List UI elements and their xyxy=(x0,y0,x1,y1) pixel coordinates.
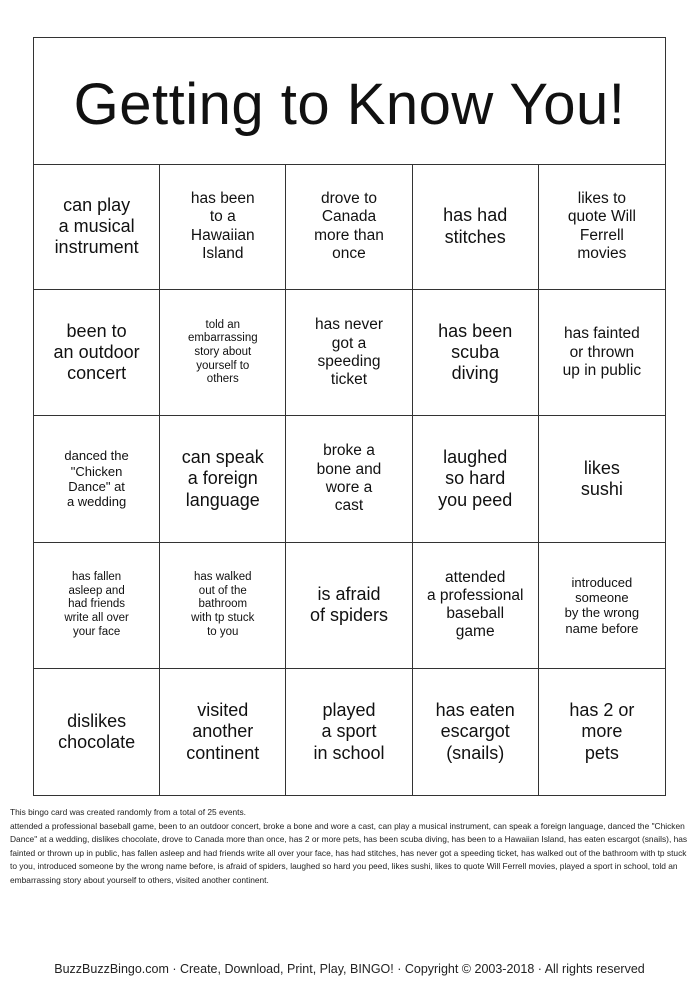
bingo-cell xyxy=(160,543,286,669)
bingo-cell-text: laughed so hard you peed xyxy=(438,447,513,510)
card-info xyxy=(10,806,694,887)
bingo-grid xyxy=(34,164,665,795)
bingo-cell xyxy=(160,164,286,290)
bingo-cell xyxy=(160,669,286,795)
bingo-cell xyxy=(286,543,412,669)
bingo-cell-text: attended a professional baseball game xyxy=(426,568,524,641)
bingo-cell xyxy=(34,416,160,542)
bingo-cell xyxy=(286,669,412,795)
bingo-cell xyxy=(539,669,665,795)
bingo-cell-text: has never got a speeding ticket xyxy=(314,316,384,389)
bingo-cell xyxy=(286,416,412,542)
bingo-cell-text: told an embarrassing story about yourself to others xyxy=(187,318,258,386)
info-events-list: attended a professional baseball game, been to an outdoor concert, broke a bone and wore a cast, can play a musical instrument, can speak a foreign language, danced the "Chicken Dance" at a wedding, dislikes chocolate, drove to Canada more than once, has 2 or more pets, has been scuba diving, has been to a Hawaiian Island, has eaten escargot (snails), has fainted or thrown up in public, has fallen asleep and had friends write all over your face, has had stitches, has never got a speeding ticket, has walked out of the bathroom with tp stuck to you, introduced someone by the wrong name before, is afraid of spiders, laughed so hard you peed, likes sushi, likes to quote Will Ferrell movies, played a sport in school, told an embarrassing story about yourself to others, visited another continent. xyxy=(10,820,688,885)
bingo-cell-text: has 2 or more pets xyxy=(569,700,635,763)
bingo-cell-text: been to an outdoor concert xyxy=(53,320,140,384)
bingo-cell-text: has had stitches xyxy=(443,205,508,247)
bingo-cell xyxy=(413,164,539,290)
bingo-cell-text: broke a bone and wore a cast xyxy=(316,442,382,515)
bingo-cell-text: has been scuba diving xyxy=(438,320,513,384)
bingo-cell xyxy=(286,164,412,290)
info-summary: This bingo card was created randomly from a total of 25 events. xyxy=(10,807,247,817)
footer-copyright: BuzzBuzzBingo.com · Create, Download, Print, Play, BINGO! · Copyright © 2003-2018 · All rights reserved xyxy=(54,962,645,976)
bingo-cell xyxy=(160,416,286,542)
bingo-cell-text: has fallen asleep and had friends write all over your face xyxy=(64,571,129,638)
bingo-cell-text: has been to a Hawaiian Island xyxy=(190,190,255,262)
bingo-cell-text: can speak a foreign language xyxy=(181,447,264,510)
bingo-cell xyxy=(539,416,665,542)
bingo-cell-text: dislikes chocolate xyxy=(58,710,136,752)
bingo-cell xyxy=(34,543,160,669)
bingo-cell-text: visited another continent xyxy=(186,700,260,763)
bingo-cell-text: can play a musical instrument xyxy=(54,194,139,258)
bingo-cell xyxy=(34,290,160,416)
bingo-cell-text: has fainted or thrown up in public xyxy=(562,325,642,379)
bingo-cell-text: likes sushi xyxy=(580,457,623,499)
bingo-cell xyxy=(34,669,160,795)
bingo-cell xyxy=(413,543,539,669)
bingo-cell-text: danced the "Chicken Dance" at a wedding xyxy=(64,448,129,510)
title-box xyxy=(34,38,665,165)
bingo-cell xyxy=(34,164,160,290)
bingo-cell-text: has walked out of the bathroom with tp stuck to you xyxy=(191,571,255,638)
bingo-cell xyxy=(286,290,412,416)
bingo-cell xyxy=(539,543,665,669)
bingo-cell xyxy=(160,290,286,416)
bingo-cell-text: drove to Canada more than once xyxy=(314,190,384,262)
bingo-cell xyxy=(413,416,539,542)
bingo-card xyxy=(33,37,666,796)
bingo-cell-text: introduced someone by the wrong name before xyxy=(564,574,640,636)
bingo-cell-text: likes to quote Will Ferrell movies xyxy=(567,190,636,262)
card-title: Getting to Know You! xyxy=(73,71,626,137)
bingo-cell xyxy=(413,290,539,416)
bingo-cell-text: played a sport in school xyxy=(313,700,385,763)
bingo-cell-text: has eaten escargot (snails) xyxy=(435,700,515,763)
bingo-cell xyxy=(413,669,539,795)
bingo-cell-text: is afraid of spiders xyxy=(309,583,389,626)
bingo-cell xyxy=(539,164,665,290)
bingo-cell xyxy=(539,290,665,416)
